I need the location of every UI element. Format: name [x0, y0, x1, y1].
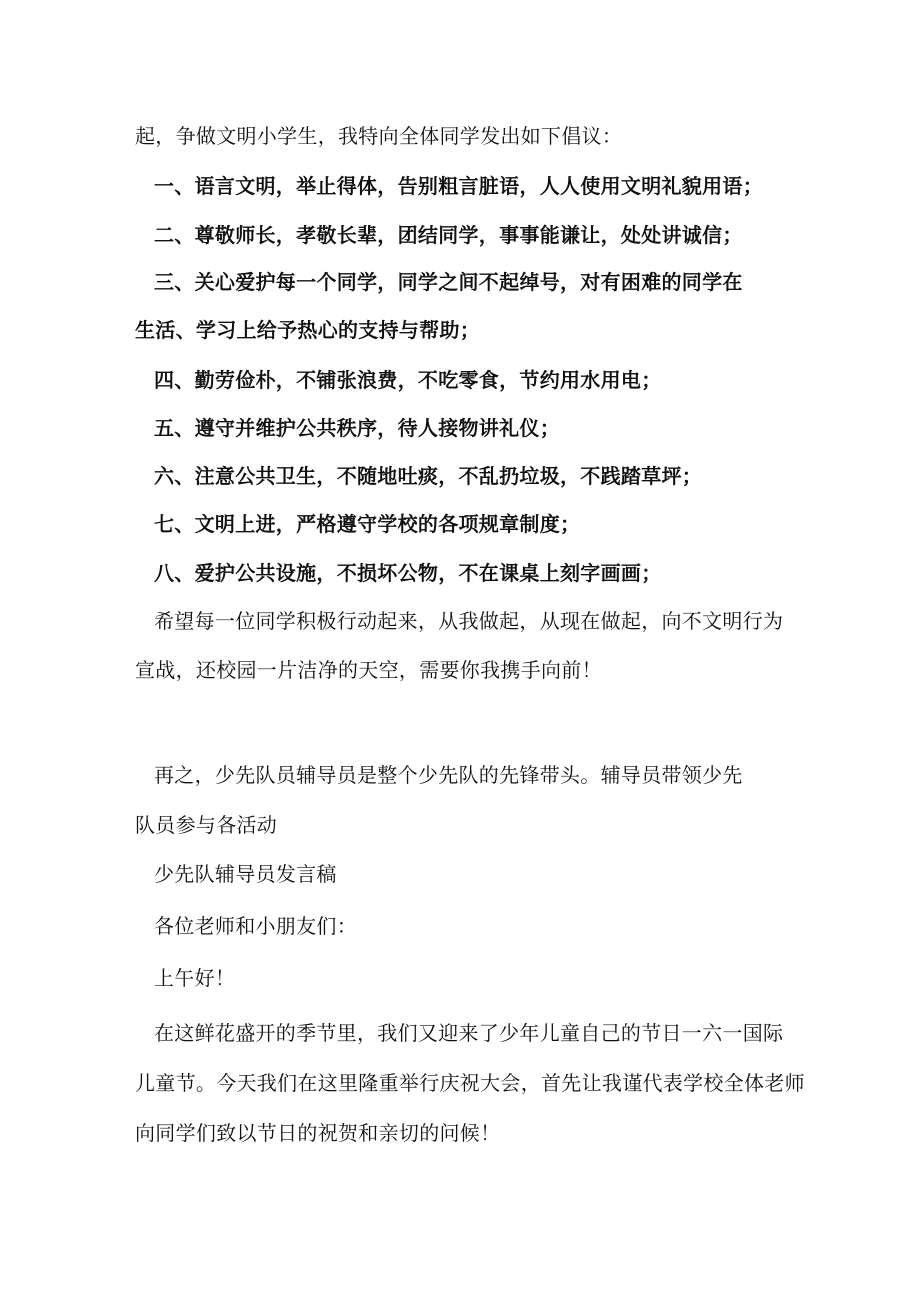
section2-line-1: 再之，少先队员辅导员是整个少先队的先锋带头。辅导员带领少先	[154, 763, 743, 787]
proposal-5: 五、遵守并维护公共秩序，待人接物讲礼仪；	[154, 416, 560, 440]
speech-title: 少先队辅导员发言稿	[154, 862, 337, 886]
section2-line-2: 队员参与各活动	[135, 813, 278, 837]
salutation: 各位老师和小朋友们：	[154, 914, 357, 938]
intro-continuation: 起，争做文明小学生，我特向全体同学发出如下倡议：	[135, 124, 623, 148]
greeting: 上午好！	[154, 966, 236, 990]
proposal-7: 七、文明上进，严格遵守学校的各项规章制度；	[154, 512, 581, 536]
proposal-3-continued: 生活、学习上给予热心的支持与帮助；	[135, 318, 481, 342]
proposal-6: 六、注意公共卫生，不随地吐痰，不乱扔垃圾，不践踏草坪；	[154, 464, 703, 488]
proposal-4: 四、勤劳俭朴，不铺张浪费，不吃零食，节约用水用电；	[154, 368, 662, 392]
speech-body-line-3: 向同学们致以节日的祝贺和亲切的问候！	[135, 1121, 501, 1145]
speech-body-line-2: 儿童节。今天我们在这里隆重举行庆祝大会，首先让我谨代表学校全体老师	[135, 1071, 805, 1095]
hope-line-2: 宣战，还校园一片洁净的天空，需要你我携手向前！	[135, 658, 602, 682]
proposal-3: 三、关心爱护每一个同学，同学之间不起绰号，对有困难的同学在	[154, 270, 743, 294]
speech-body-line-1: 在这鲜花盛开的季节里，我们又迎来了少年儿童自己的节日一六一国际	[154, 1021, 784, 1045]
proposal-1: 一、语言文明，举止得体，告别粗言脏语，人人使用文明礼貌用语；	[154, 174, 763, 198]
hope-line-1: 希望每一位同学积极行动起来，从我做起，从现在做起，向不文明行为	[154, 609, 784, 633]
proposal-8: 八、爱护公共设施，不损坏公物，不在课桌上刻字画画；	[154, 561, 662, 585]
proposal-2: 二、尊敬师长，孝敬长辈，团结同学，事事能谦让，处处讲诚信；	[154, 223, 743, 247]
